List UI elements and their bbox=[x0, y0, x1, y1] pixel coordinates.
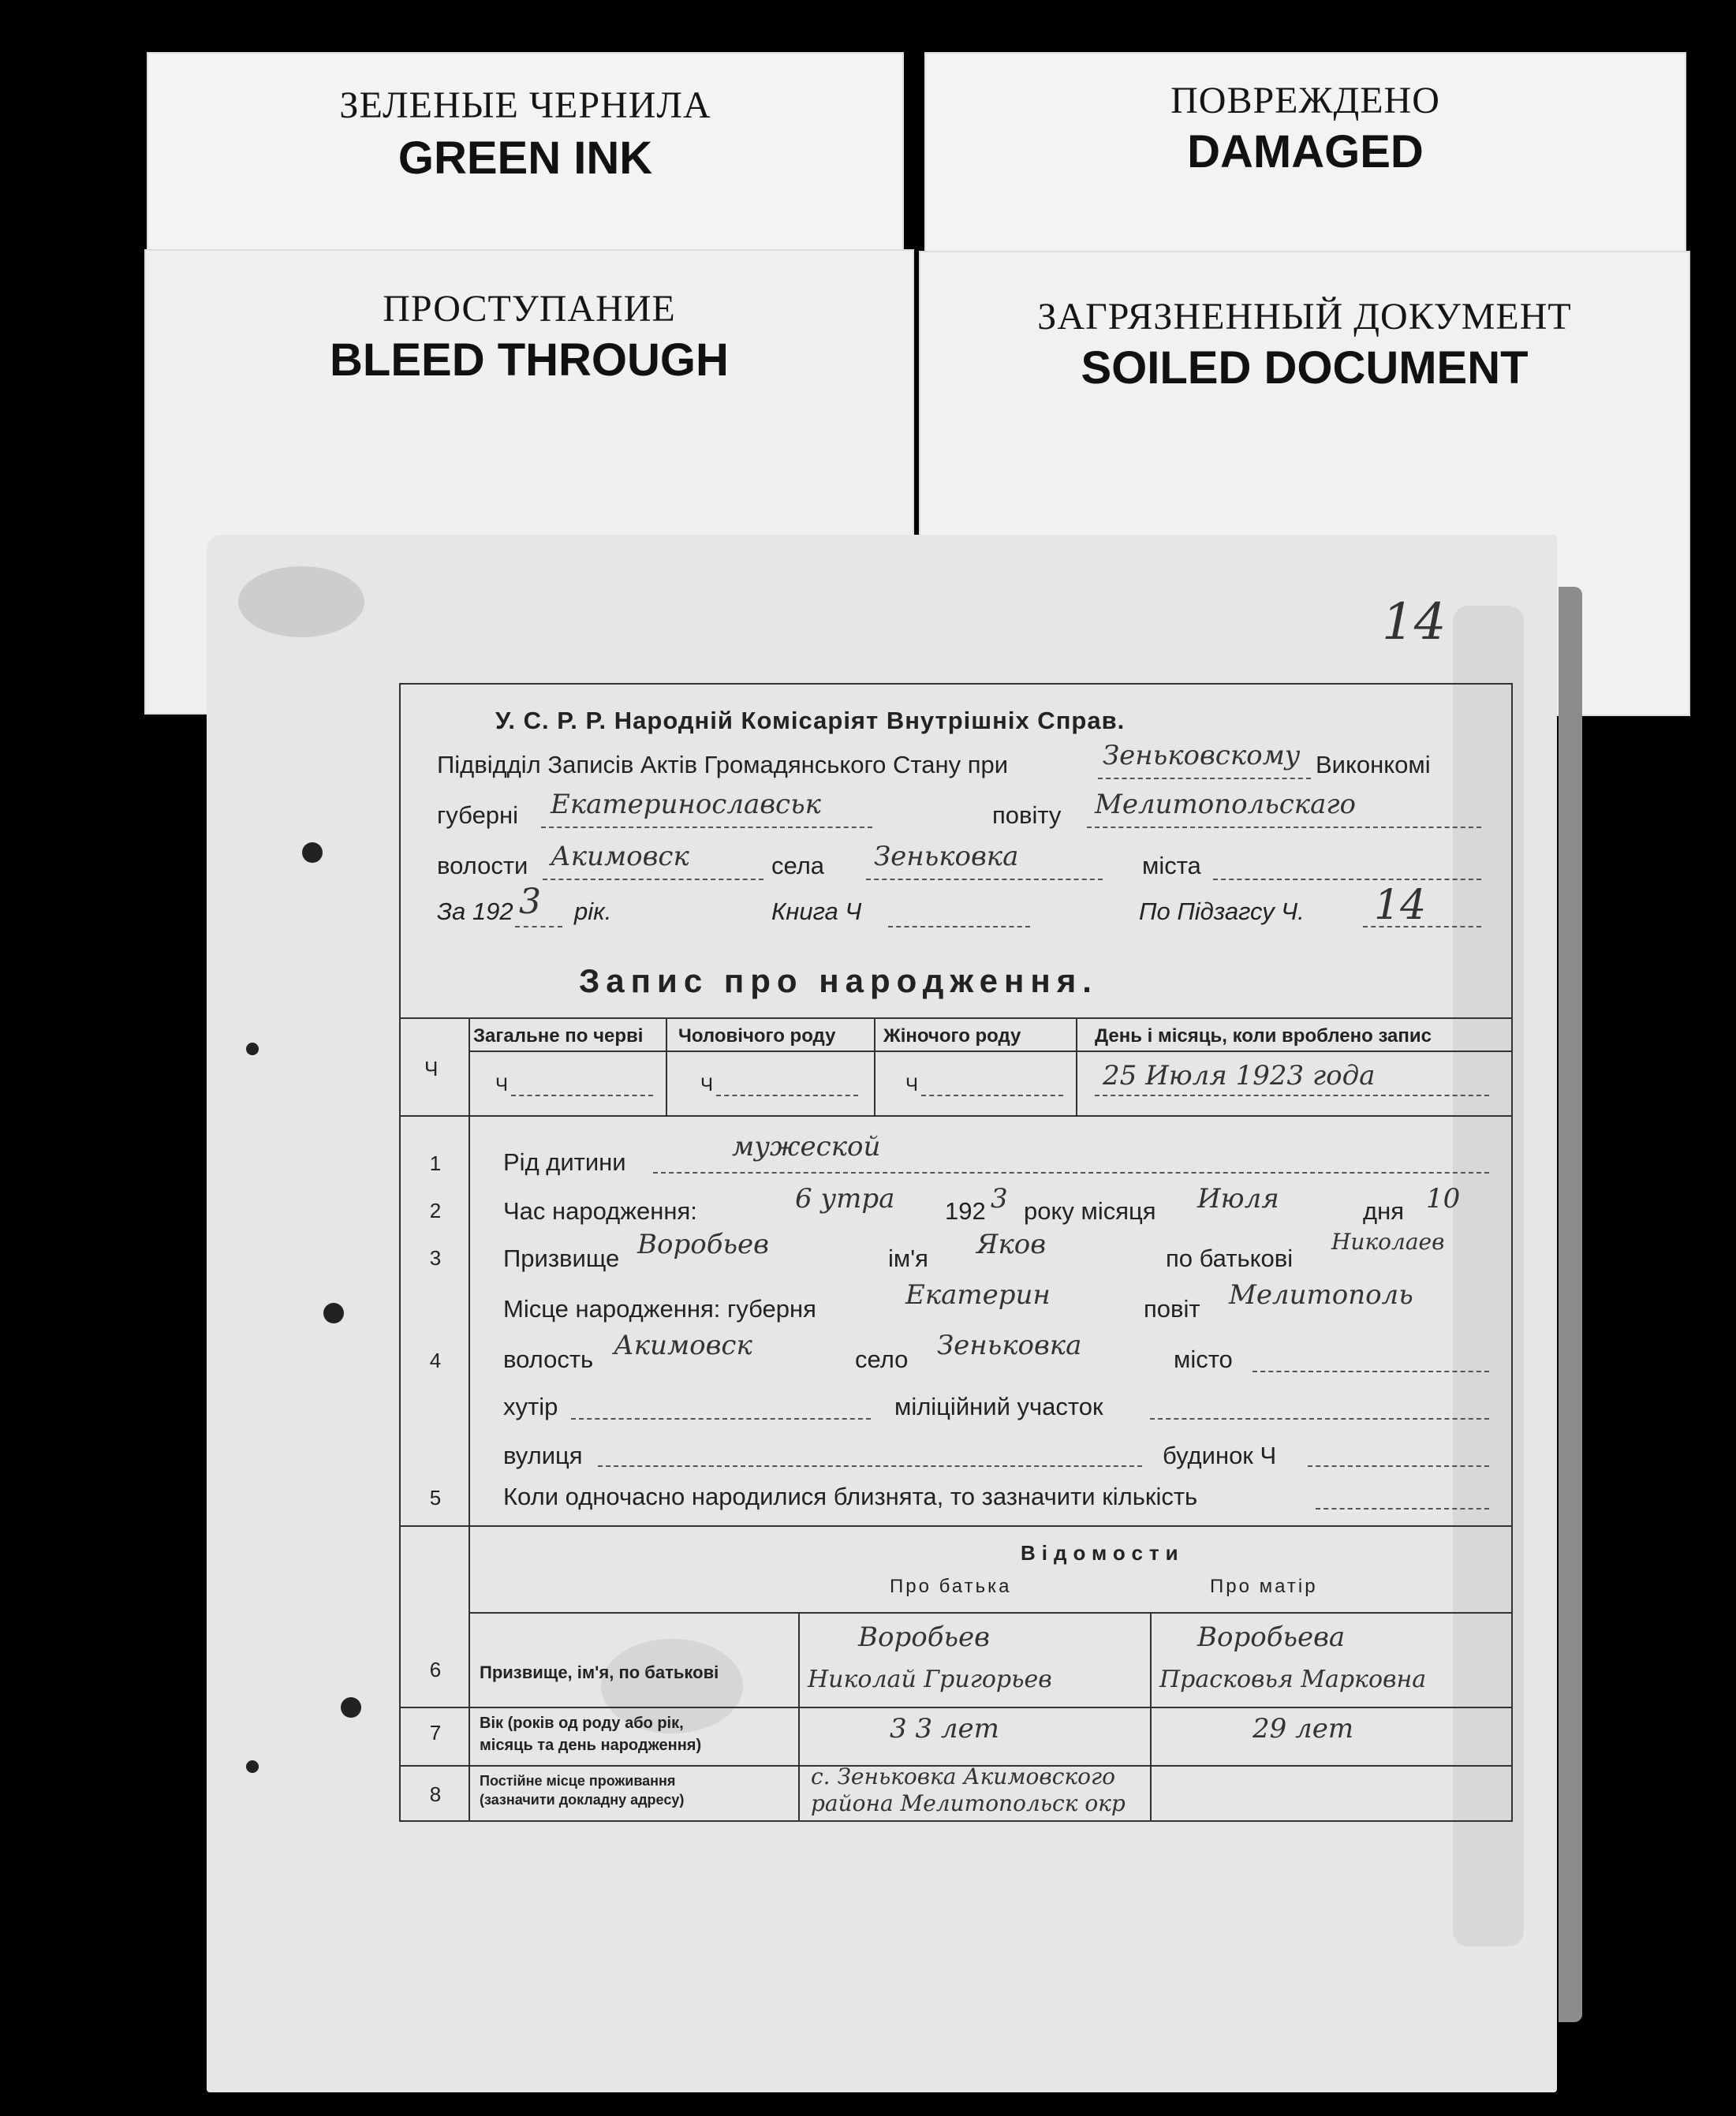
underline bbox=[1316, 1508, 1489, 1510]
underline bbox=[541, 827, 872, 828]
row-number: 3 bbox=[429, 1246, 442, 1270]
street-label: вулиця bbox=[503, 1442, 583, 1469]
year-value: 3 bbox=[519, 882, 541, 922]
mother-surname: Воробьева bbox=[1197, 1622, 1346, 1653]
patronymic-label: по батькові bbox=[1166, 1245, 1294, 1272]
povit-label: повіту bbox=[992, 801, 1062, 829]
underline bbox=[866, 879, 1103, 880]
subregistry-label: По Підзагсу Ч. bbox=[1139, 898, 1305, 925]
table-rule bbox=[874, 1017, 875, 1115]
birth-day-value: 10 bbox=[1426, 1183, 1461, 1215]
volost-value: Акимовск bbox=[551, 841, 689, 872]
age-label-line1: Вік (років од роду або рік, bbox=[480, 1715, 684, 1732]
page-number: 14 bbox=[1382, 593, 1447, 651]
row-number: 5 bbox=[429, 1486, 442, 1510]
subregistry-value: 14 bbox=[1374, 882, 1427, 929]
residence-label-line2: (зазначити докладну адресу) bbox=[480, 1792, 685, 1808]
birthplace-selo-value: Зеньковка bbox=[937, 1330, 1082, 1361]
table-rule bbox=[469, 1115, 470, 1820]
birth-time-label: Час народження: bbox=[503, 1197, 697, 1225]
khutir-label: хутір bbox=[503, 1393, 558, 1420]
birthplace-volost-label: волость bbox=[503, 1345, 594, 1373]
female-label: Жіночого роду bbox=[883, 1025, 1021, 1047]
full-name-label: Призвище, ім'я, по батькові bbox=[480, 1663, 719, 1682]
surname-label: Призвище bbox=[503, 1245, 620, 1272]
underline bbox=[1095, 1095, 1489, 1096]
executive-committee-label: Виконкомі bbox=[1316, 751, 1431, 778]
row-number: 1 bbox=[429, 1151, 442, 1175]
father-name: Николай Григорьев bbox=[808, 1666, 1052, 1693]
underline bbox=[1253, 1371, 1489, 1372]
card-label-ru: ПОВРЕЖДЕНО bbox=[1170, 80, 1440, 121]
residence-line1: с. Зеньковка Акимовского bbox=[811, 1763, 1115, 1789]
row-number: 6 bbox=[429, 1658, 442, 1681]
book-label: Книга Ч bbox=[771, 898, 862, 925]
militia-precinct-label: міліційний участок bbox=[894, 1393, 1103, 1420]
table-rule bbox=[401, 1115, 1511, 1117]
ch-mark: Ч bbox=[905, 1074, 918, 1095]
card-label-en: BLEED THROUGH bbox=[330, 334, 729, 386]
residence-line2: района Мелитопольск окр bbox=[811, 1790, 1126, 1816]
registry-office-value: Зеньковскому bbox=[1103, 740, 1301, 771]
underline bbox=[543, 879, 763, 880]
total-order-label: Загальне по черві bbox=[473, 1025, 644, 1047]
year-label: За 192 bbox=[437, 898, 513, 925]
underline bbox=[1098, 778, 1311, 779]
underline bbox=[515, 926, 562, 927]
underline bbox=[1150, 1418, 1489, 1420]
birth-month-value: Июля bbox=[1197, 1183, 1279, 1215]
birthplace-volost-value: Акимовск bbox=[614, 1330, 752, 1361]
form-title: У. С. Р. Р. Народній Комісаріят Внутрішніх Справ. bbox=[495, 707, 1126, 734]
patronymic-value: Николаев bbox=[1331, 1229, 1445, 1255]
birth-year-prefix: 192 bbox=[945, 1197, 986, 1225]
birthplace-povit-value: Мелитополь bbox=[1229, 1279, 1413, 1311]
table-rule bbox=[469, 1017, 470, 1115]
card-label-en: SOILED DOCUMENT bbox=[1081, 342, 1529, 394]
birthplace-gubernia-value: Екатерин bbox=[905, 1279, 1051, 1311]
underline bbox=[598, 1465, 1142, 1467]
birth-year-value: 3 bbox=[991, 1183, 1008, 1215]
underline bbox=[653, 1172, 1489, 1174]
twins-label: Коли одночасно народилися близнята, то зазначити кількість bbox=[503, 1483, 1198, 1510]
underline bbox=[1308, 1465, 1489, 1467]
table-rule bbox=[1150, 1612, 1152, 1820]
underline bbox=[511, 1095, 653, 1096]
table-rule bbox=[798, 1612, 800, 1820]
male-label: Чоловічого роду bbox=[678, 1025, 836, 1047]
row-number: 8 bbox=[429, 1782, 442, 1806]
record-title: Запис про народження. bbox=[579, 962, 1098, 999]
gubernia-value: Екатеринославськ bbox=[551, 789, 821, 820]
birth-record-form bbox=[399, 683, 1513, 1822]
father-age: 3 3 лет bbox=[890, 1713, 999, 1745]
volost-label: волости bbox=[437, 852, 528, 879]
punch-hole bbox=[246, 1043, 259, 1055]
given-name-value: Яков bbox=[976, 1229, 1047, 1260]
table-rule bbox=[1076, 1017, 1077, 1115]
table-rule bbox=[401, 1525, 1511, 1527]
underline bbox=[1213, 879, 1481, 880]
record-date-value: 25 Июля 1923 года bbox=[1103, 1060, 1376, 1092]
row-number: 2 bbox=[429, 1199, 442, 1222]
given-name-label: ім'я bbox=[888, 1245, 928, 1272]
card-label-ru: ПРОСТУПАНИЕ bbox=[383, 288, 676, 330]
ch-mark: Ч bbox=[495, 1074, 508, 1095]
row-number: 4 bbox=[429, 1349, 442, 1372]
surname-value: Воробьев bbox=[637, 1229, 769, 1260]
misto-label: міста bbox=[1142, 852, 1201, 879]
residence-label-line1: Постійне місце проживання bbox=[480, 1773, 676, 1789]
house-label: будинок Ч bbox=[1163, 1442, 1277, 1469]
father-column-label: Про батька bbox=[890, 1576, 1012, 1597]
table-rule bbox=[469, 1612, 1511, 1614]
table-rule bbox=[666, 1017, 667, 1115]
birth-time-value: 6 утра bbox=[795, 1183, 895, 1215]
selo-label: села bbox=[771, 852, 825, 879]
row-number: 7 bbox=[429, 1721, 442, 1745]
card-label-ru: ЗЕЛЕНЫЕ ЧЕРНИЛА bbox=[339, 84, 711, 126]
punch-hole bbox=[302, 842, 323, 863]
record-date-label: День і місяць, коли вроблено запис bbox=[1095, 1025, 1432, 1047]
punch-hole bbox=[323, 1303, 344, 1323]
punch-hole bbox=[246, 1760, 259, 1773]
underline bbox=[921, 1095, 1063, 1096]
underline bbox=[1363, 926, 1481, 927]
info-heading: Відомости bbox=[1021, 1541, 1185, 1565]
ch-mark: Ч bbox=[700, 1074, 713, 1095]
registry-office-label: Підвідділ Записів Актів Громадянського Стану при bbox=[437, 751, 1009, 778]
gubernia-label: губерні bbox=[437, 801, 519, 829]
sex-value: мужеской bbox=[732, 1131, 881, 1162]
table-rule bbox=[401, 1017, 1511, 1019]
stain bbox=[238, 566, 364, 637]
birthplace-label: Місце народження: губерня bbox=[503, 1295, 816, 1323]
povit-value: Мелитопольскаго bbox=[1095, 789, 1356, 820]
birth-day-label: дня bbox=[1363, 1197, 1404, 1225]
underline bbox=[571, 1418, 871, 1420]
birth-month-label: року місяця bbox=[1024, 1197, 1156, 1225]
age-label-line2: місяць та день народження) bbox=[480, 1737, 702, 1754]
green-ink-card bbox=[147, 52, 904, 281]
sex-label: Рід дитини bbox=[503, 1148, 626, 1176]
mother-name: Прасковья Марковна bbox=[1159, 1666, 1427, 1693]
underline bbox=[716, 1095, 858, 1096]
mother-age: 29 лет bbox=[1253, 1713, 1354, 1745]
father-surname: Воробьев bbox=[858, 1622, 990, 1653]
year-suffix: рік. bbox=[574, 898, 612, 925]
damaged-card bbox=[924, 52, 1686, 265]
card-label-en: DAMAGED bbox=[1187, 126, 1424, 177]
table-rule bbox=[469, 1051, 1511, 1052]
underline bbox=[1087, 827, 1481, 828]
table-rule bbox=[401, 1707, 1511, 1708]
underline bbox=[888, 926, 1030, 927]
card-label-ru: ЗАГРЯЗНЕННЫЙ ДОКУМЕНТ bbox=[1037, 296, 1572, 338]
birthplace-misto-label: місто bbox=[1174, 1345, 1233, 1373]
selo-value: Зеньковка bbox=[874, 841, 1019, 872]
card-label-en: GREEN INK bbox=[398, 132, 653, 184]
birthplace-povit-label: повіт bbox=[1144, 1295, 1200, 1323]
mother-column-label: Про матір bbox=[1210, 1576, 1318, 1597]
birthplace-selo-label: село bbox=[855, 1345, 909, 1373]
punch-hole bbox=[341, 1697, 361, 1718]
number-col-label: Ч bbox=[424, 1057, 439, 1080]
